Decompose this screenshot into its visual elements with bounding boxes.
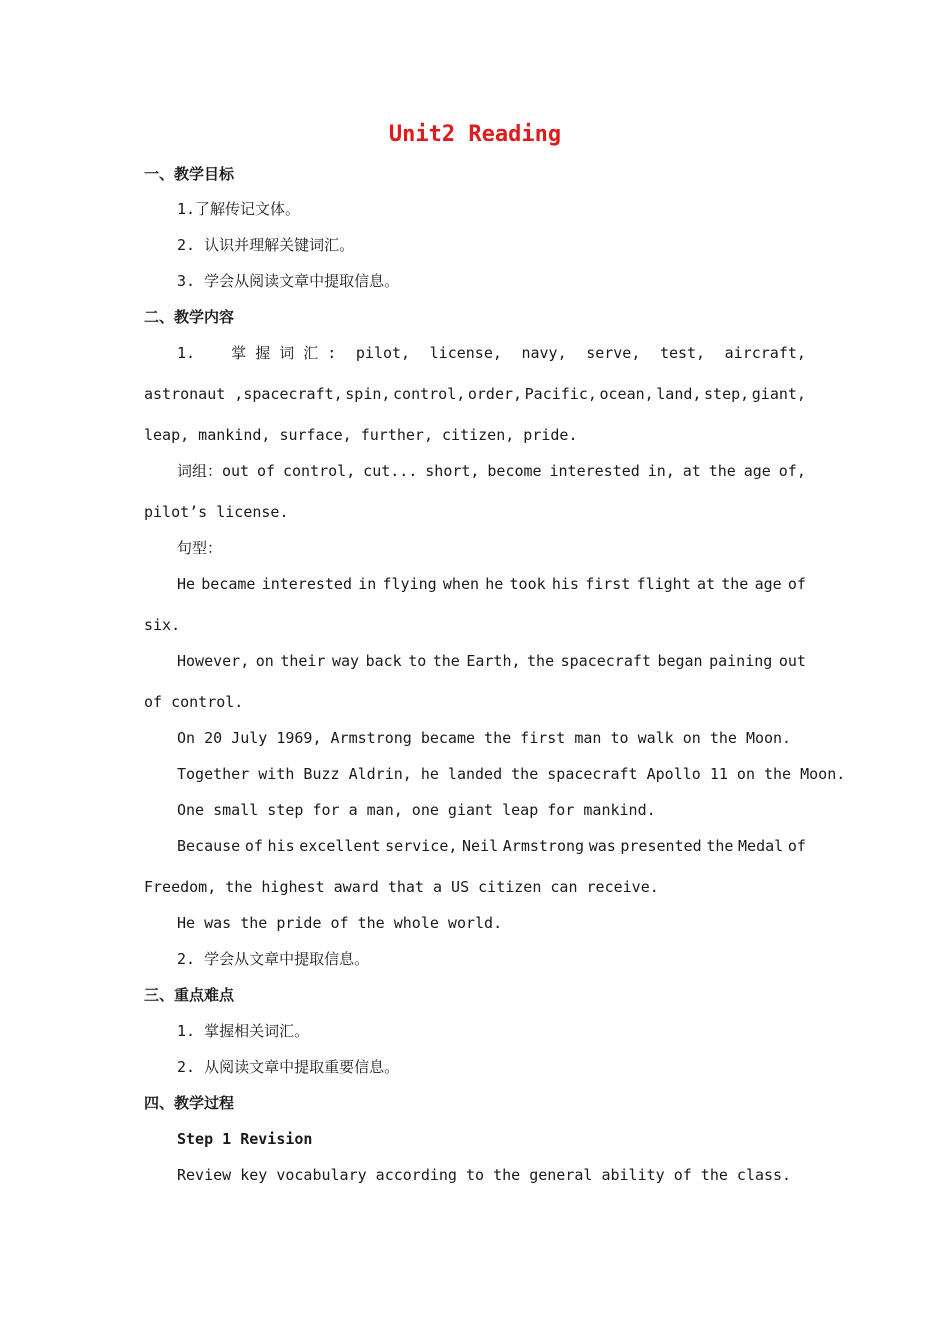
phrase-word: become xyxy=(487,462,542,480)
word: Neil xyxy=(462,837,499,855)
sentence-e: One small step for a man, one giant leap for mankind. xyxy=(177,801,656,819)
sentence-d: Together with Buzz Aldrin, he landed the spacecraft Apollo 11 on the Moon. xyxy=(177,765,846,783)
word: took xyxy=(509,575,546,593)
phrase-word: interested xyxy=(549,462,640,480)
word: became xyxy=(201,575,256,593)
word: their xyxy=(280,652,326,670)
word: Because xyxy=(177,837,241,855)
content-item-2: 2. 学会从文章中提取信息。 xyxy=(177,950,370,968)
heading-teaching-goals: 一、教学目标 xyxy=(144,165,235,183)
word: interested xyxy=(261,575,352,593)
vocab-word: pilot, xyxy=(355,344,411,362)
phrase-word: cut... xyxy=(363,462,418,480)
phrase-word: the xyxy=(708,462,736,480)
step-1-text: Review key vocabulary according to the general ability of the class. xyxy=(177,1166,792,1184)
vocab-word: land, xyxy=(656,385,702,403)
vocab-word: ocean, xyxy=(599,385,654,403)
phrases-line-2: pilot’s license. xyxy=(144,503,289,521)
word: flying xyxy=(382,575,437,593)
word: Armstrong xyxy=(502,837,585,855)
word: the xyxy=(527,652,555,670)
heading-teaching-content: 二、教学内容 xyxy=(144,308,235,326)
word: to xyxy=(408,652,427,670)
word: at xyxy=(696,575,716,593)
sentence-b-line-2: of control. xyxy=(144,693,244,711)
word: when xyxy=(442,575,480,593)
heading-teaching-process: 四、教学过程 xyxy=(144,1094,235,1112)
word: the xyxy=(721,575,749,593)
word: of xyxy=(787,837,806,855)
vocab-line-3: leap, mankind, surface, further, citizen, pride. xyxy=(144,426,578,444)
word: excellent xyxy=(299,837,381,855)
phrase-word: at xyxy=(682,462,701,480)
vocab-word: order, xyxy=(467,385,523,403)
vocab-label: 1. 掌 握 词 汇 : xyxy=(177,344,337,362)
word: flight xyxy=(636,575,691,593)
sentence-g: He was the pride of the whole world. xyxy=(177,914,503,932)
vocab-word: Pacific, xyxy=(524,385,597,403)
vocab-line-1 xyxy=(177,343,806,363)
phrase-word: of, xyxy=(778,462,806,480)
vocab-word: giant, xyxy=(751,385,806,403)
vocab-word: navy, xyxy=(521,344,567,362)
goal-item-2: 2. 认识并理解关键词汇。 xyxy=(177,236,355,254)
step-1-title: Step 1 Revision xyxy=(177,1130,313,1148)
vocab-word: aircraft, xyxy=(724,344,806,362)
vocab-line-2 xyxy=(144,384,806,404)
goal-item-1: 1.了解传记文体。 xyxy=(177,200,301,218)
key-point-2: 2. 从阅读文章中提取重要信息。 xyxy=(177,1058,400,1076)
heading-key-points: 三、重点难点 xyxy=(144,986,235,1004)
phrase-word: short, xyxy=(425,462,480,480)
word: began xyxy=(657,652,703,670)
word: he xyxy=(485,575,504,593)
key-point-1: 1. 掌握相关词汇。 xyxy=(177,1022,310,1040)
sentence-f-line-2: Freedom, the highest award that a US citizen can receive. xyxy=(144,878,659,896)
vocab-word: spin, xyxy=(345,385,391,403)
word: of xyxy=(787,575,806,593)
sentence-label: 句型： xyxy=(177,539,223,557)
vocab-word: control, xyxy=(393,385,466,403)
word: spacecraft xyxy=(560,652,651,670)
word: first xyxy=(585,575,631,593)
word: Earth, xyxy=(466,652,521,670)
word: service, xyxy=(385,837,458,855)
sentence-c: On 20 July 1969, Armstrong became the first man to walk on the Moon. xyxy=(177,729,792,747)
phrase-word: age xyxy=(743,462,771,480)
vocab-word: license, xyxy=(429,344,502,362)
word: age xyxy=(754,575,782,593)
word: way xyxy=(331,652,360,670)
word: However, xyxy=(177,652,250,670)
sentence-f-line-1 xyxy=(177,836,806,856)
word: in xyxy=(358,575,377,593)
vocab-word: test, xyxy=(659,344,706,362)
sentence-a-line-2: six. xyxy=(144,616,181,634)
document-title: Unit2 Reading xyxy=(388,122,562,147)
vocab-word: serve, xyxy=(586,344,641,362)
word: his xyxy=(551,575,579,593)
phrase-word: 词组：out xyxy=(177,462,250,480)
word: back xyxy=(365,652,402,670)
word: paining xyxy=(709,652,773,670)
word: Medal xyxy=(738,837,784,855)
vocab-word: astronaut ,spacecraft, xyxy=(144,385,343,403)
goal-item-3: 3. 学会从阅读文章中提取信息。 xyxy=(177,272,400,290)
word: the xyxy=(432,652,460,670)
phrase-word: of xyxy=(257,462,276,480)
word: was xyxy=(588,837,616,855)
word: of xyxy=(244,837,263,855)
sentence-b-line-1 xyxy=(177,651,806,671)
word: He xyxy=(177,575,196,593)
sentence-a-line-1 xyxy=(177,574,806,594)
phrase-word: in, xyxy=(647,462,675,480)
word: presented xyxy=(620,837,702,855)
word: his xyxy=(267,837,295,855)
word: out xyxy=(778,652,806,670)
phrases-line-1 xyxy=(177,461,806,481)
word: on xyxy=(255,652,274,670)
vocab-word: step, xyxy=(704,385,750,403)
phrase-word: control, xyxy=(283,462,356,480)
word: the xyxy=(706,837,734,855)
